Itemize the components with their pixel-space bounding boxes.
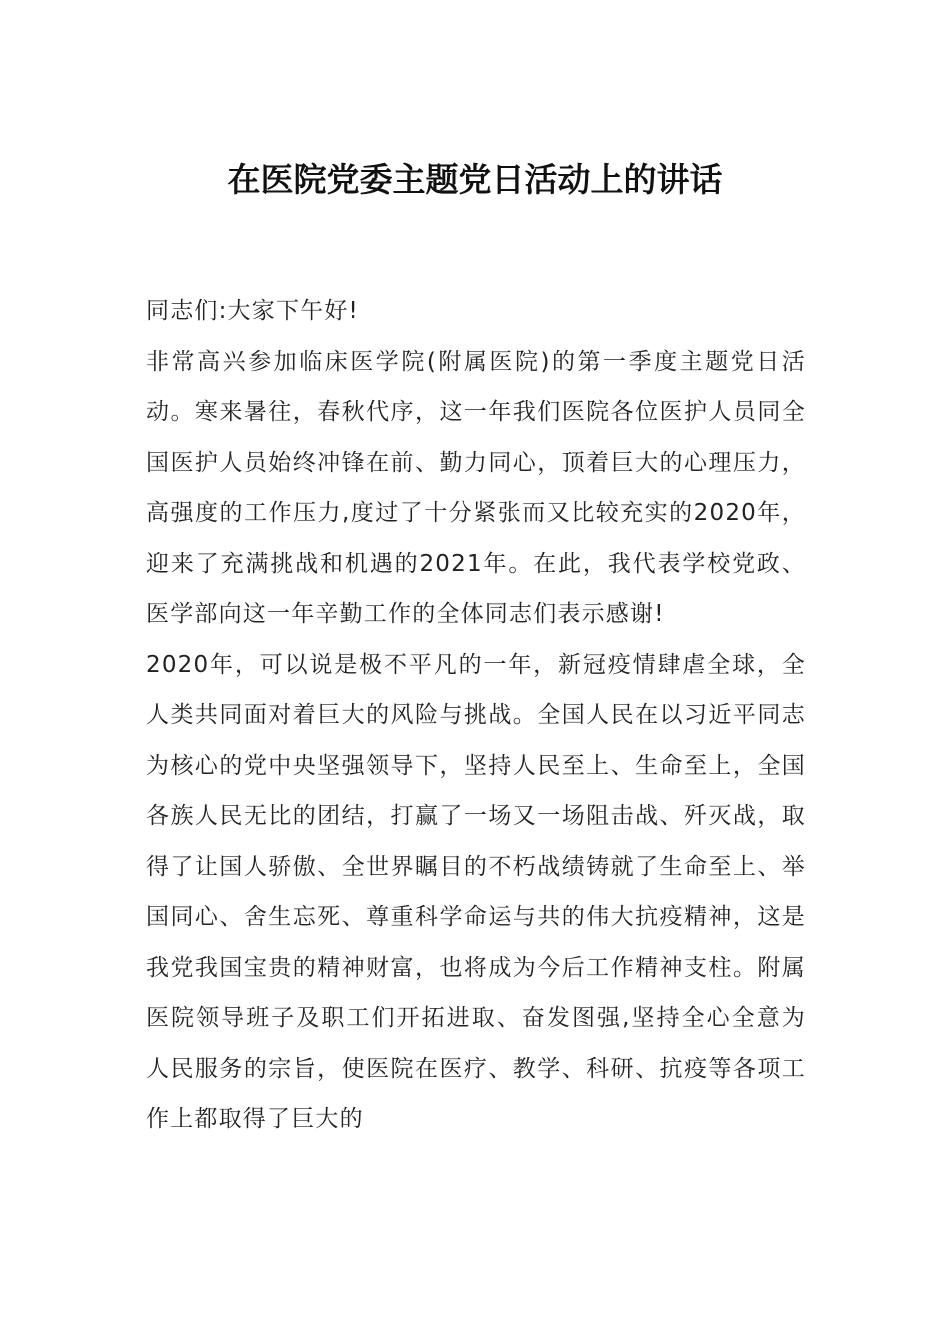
- body-paragraph: 2020年，可以说是极不平凡的一年，新冠疫情肆虐全球，全人类共同面对着巨大的风险与挑战。全国人民在以习近平同志为核心的党中央坚强领导下，坚持人民至上、生命至上，全国各族人民无比的团结，打赢了一场又一场阻击战、歼灭战，取得了让国人骄傲、全世界瞩目的不朽战绩铸就了生命至上、举国同心、舍生忘死、尊重科学命运与共的伟大抗疫精神，这是我党我国宝贵的精神财富，也将成为今后工作精神支柱。附属医院领导班子及职工们开拓进取、奋发图强,坚持全心全意为人民服务的宗旨，使医院在医疗、教学、科研、抗疫等各项工作上都取得了巨大的: [146, 651, 806, 1132]
- document-title: 在医院党委主题党日活动上的讲话: [227, 160, 723, 199]
- greeting-paragraph: 同志们:大家下午好!: [146, 298, 359, 324]
- document-body: [146, 286, 806, 1145]
- body-paragraph: 非常高兴参加临床医学院(附属医院)的第一季度主题党日活动。寒来暑往，春秋代序，这一年我们医院各位医护人员同全国医护人员始终冲锋在前、勤力同心，顶着巨大的心理压力，高强度的工作压力,度过了十分紧张而又比较充实的2020年，迎来了充满挑战和机遇的2021年。在此，我代表学校党政、医学部向这一年辛勤工作的全体同志们表示感谢!: [146, 348, 806, 627]
